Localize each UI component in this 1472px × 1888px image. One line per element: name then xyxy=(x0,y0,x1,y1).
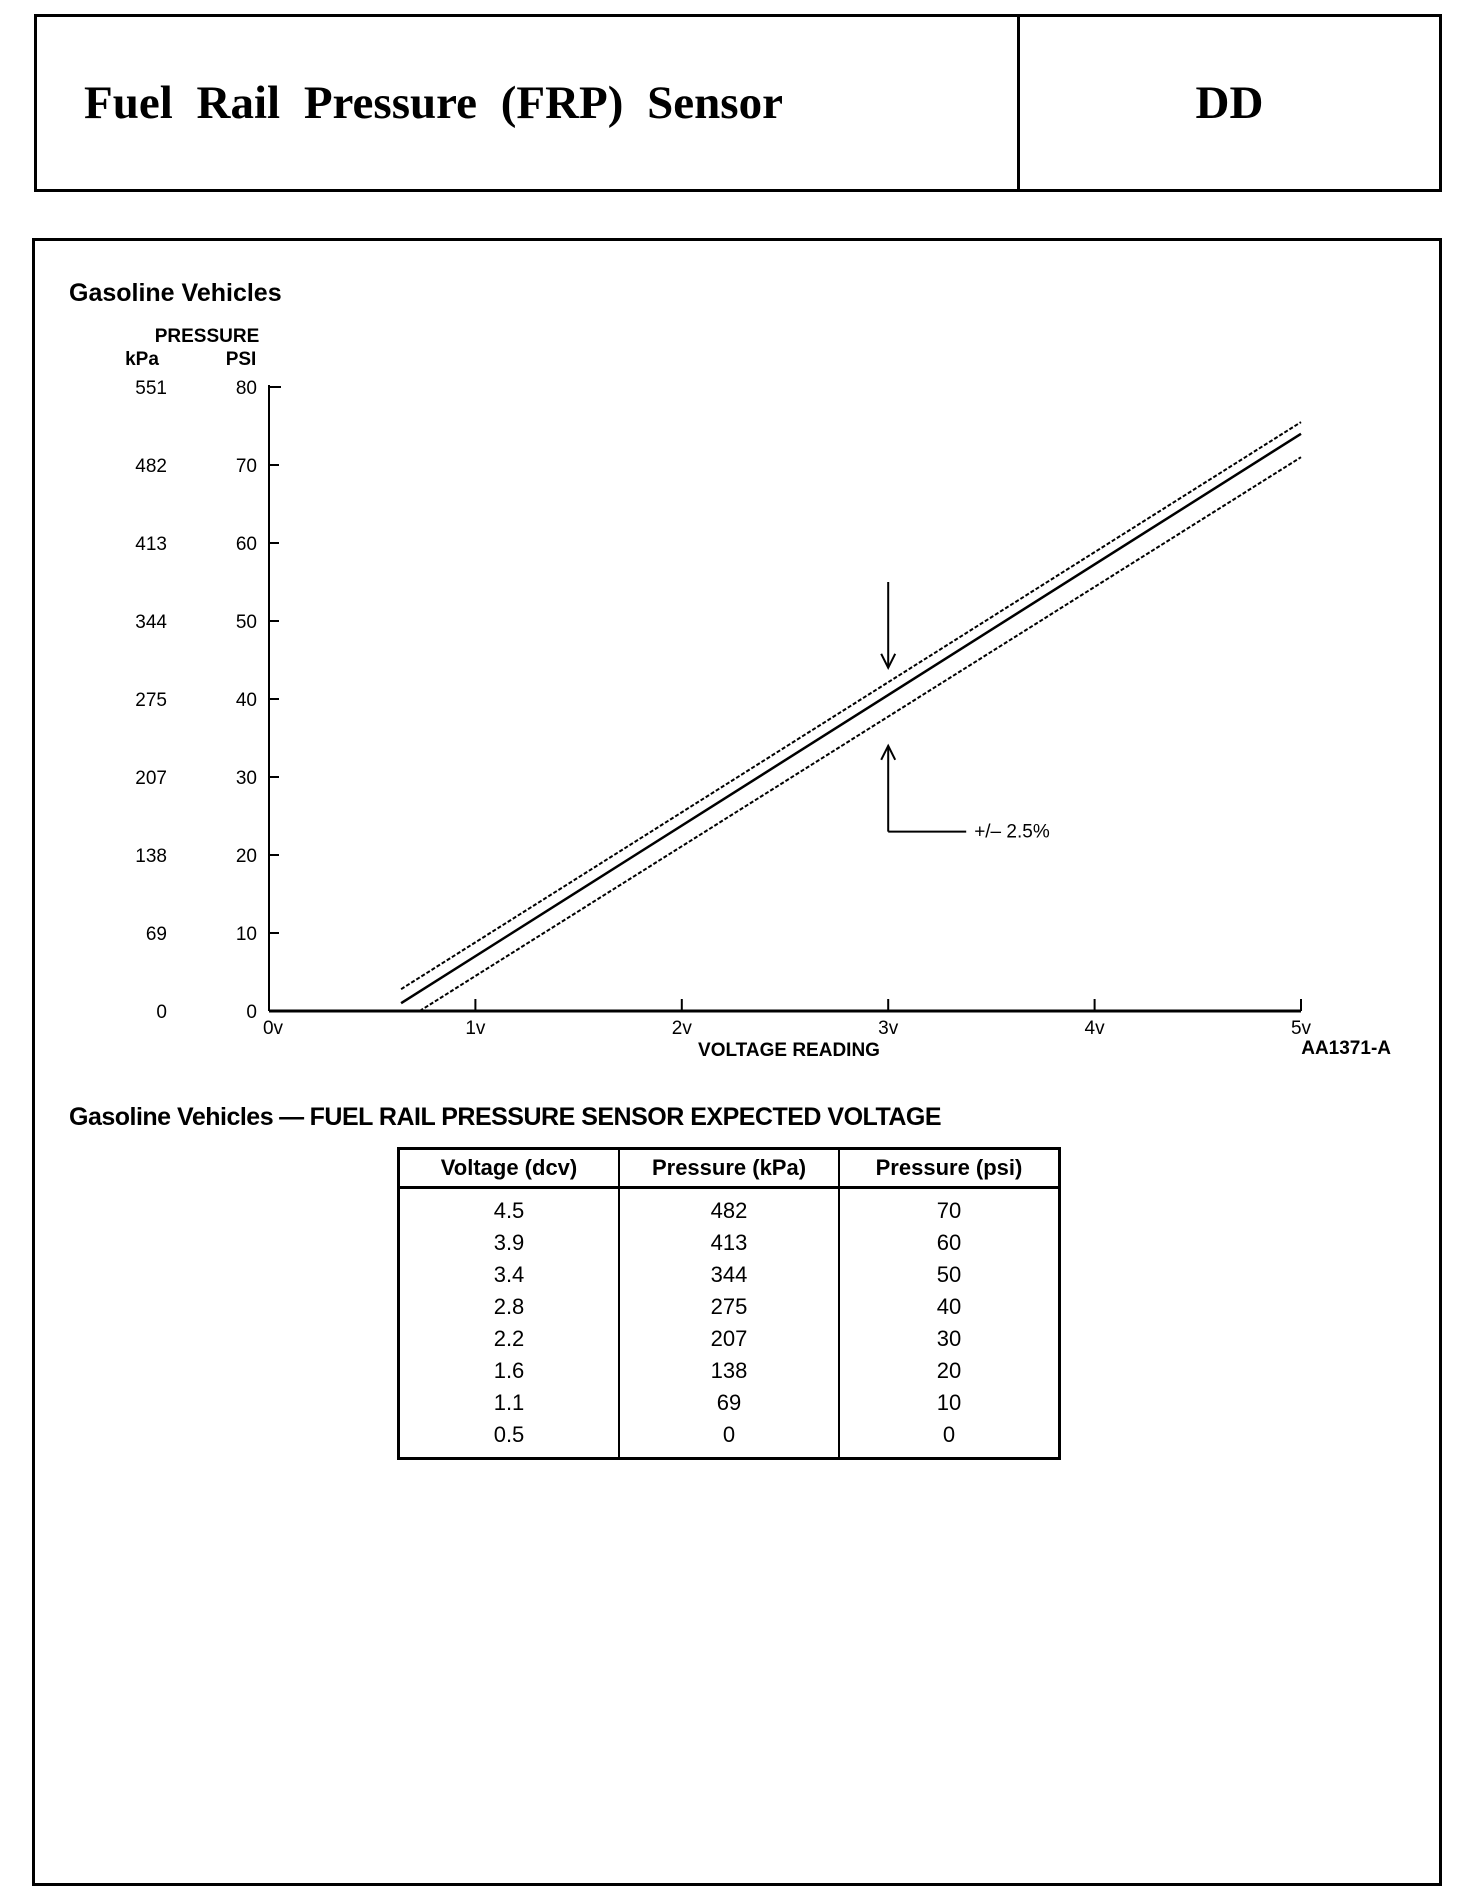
table-heading xyxy=(69,1103,941,1132)
cell-pressure-kpa: 344 xyxy=(619,1259,839,1291)
y-tick-label-kpa: 482 xyxy=(135,456,167,477)
chart-section-title: Gasoline Vehicles xyxy=(69,279,282,307)
cell-pressure-kpa: 275 xyxy=(619,1291,839,1323)
y-tick-label-kpa: 138 xyxy=(135,846,167,867)
y-tick-label-psi: 10 xyxy=(235,924,257,945)
y-tick-label-psi: 20 xyxy=(235,846,257,867)
kpa-unit-label: kPa xyxy=(125,349,159,370)
tolerance-annotation xyxy=(881,582,1050,843)
column-header-pressure-kpa: Pressure (kPa) xyxy=(619,1149,839,1188)
y-tick-label-psi: 40 xyxy=(235,690,257,711)
table-row xyxy=(399,1259,1060,1291)
y-axis xyxy=(135,378,281,1023)
y-tick-label-kpa: 69 xyxy=(145,924,167,945)
cell-pressure-kpa: 413 xyxy=(619,1227,839,1259)
tolerance-band-line xyxy=(401,422,1301,989)
x-tick-label: 0v xyxy=(262,1018,284,1039)
header-title-cell xyxy=(37,17,1020,189)
cell-voltage: 0.5 xyxy=(399,1419,620,1459)
tolerance-band-line xyxy=(420,457,1301,1011)
y-tick-label-kpa: 413 xyxy=(135,534,167,555)
x-axis-label: VOLTAGE READING xyxy=(698,1040,880,1061)
page-title: Fuel Rail Pressure (FRP) Sensor xyxy=(84,77,783,129)
y-tick-label-psi: 50 xyxy=(235,612,257,633)
table-heading-main: FUEL RAIL PRESSURE SENSOR EXPECTED VOLTAGE xyxy=(309,1103,942,1131)
y-tick-label-kpa: 551 xyxy=(135,378,167,399)
y-tick-label-psi: 60 xyxy=(235,534,257,555)
y-tick-label-psi: 80 xyxy=(235,378,257,399)
y-tick-label-kpa: 0 xyxy=(156,1002,167,1023)
cell-voltage: 3.4 xyxy=(399,1259,620,1291)
cell-pressure-psi: 10 xyxy=(839,1387,1060,1419)
table-row xyxy=(399,1387,1060,1419)
cell-voltage: 1.1 xyxy=(399,1387,620,1419)
psi-unit-label: PSI xyxy=(225,349,257,370)
table-row xyxy=(399,1227,1060,1259)
nominal-pressure-line xyxy=(401,434,1301,1003)
pressure-voltage-chart xyxy=(35,241,1439,1071)
cell-pressure-kpa: 207 xyxy=(619,1323,839,1355)
y-tick-label-kpa: 275 xyxy=(135,690,167,711)
page-header xyxy=(34,14,1442,192)
tolerance-label: +/– 2.5% xyxy=(974,821,1050,843)
table-row xyxy=(399,1419,1060,1459)
series-lines xyxy=(401,422,1301,1011)
pressure-axis-label: PRESSURE xyxy=(154,326,260,347)
x-tick-label: 3v xyxy=(878,1018,899,1039)
x-tick-label: 2v xyxy=(671,1018,692,1039)
x-tick-label: 5v xyxy=(1290,1018,1312,1039)
expected-voltage-table xyxy=(397,1147,1061,1460)
y-tick-label-kpa: 207 xyxy=(135,768,167,789)
table-heading-prefix: Gasoline Vehicles xyxy=(69,1103,274,1131)
y-tick-label-psi: 30 xyxy=(235,768,257,789)
table-row xyxy=(399,1355,1060,1387)
column-header-voltage: Voltage (dcv) xyxy=(399,1149,620,1188)
table-row xyxy=(399,1291,1060,1323)
column-header-pressure-psi: Pressure (psi) xyxy=(839,1149,1060,1188)
table-row xyxy=(399,1188,1060,1228)
content-panel xyxy=(32,238,1442,1886)
y-tick-label-kpa: 344 xyxy=(135,612,167,633)
cell-pressure-psi: 70 xyxy=(839,1188,1060,1228)
y-tick-label-psi: 70 xyxy=(235,456,257,477)
cell-pressure-kpa: 69 xyxy=(619,1387,839,1419)
cell-pressure-psi: 60 xyxy=(839,1227,1060,1259)
table-header-row xyxy=(399,1149,1060,1188)
figure-id: AA1371-A xyxy=(1301,1038,1391,1059)
x-tick-label: 1v xyxy=(465,1018,486,1039)
cell-pressure-psi: 50 xyxy=(839,1259,1060,1291)
cell-pressure-psi: 30 xyxy=(839,1323,1060,1355)
cell-voltage: 2.2 xyxy=(399,1323,620,1355)
x-axis xyxy=(263,999,1312,1039)
table-row xyxy=(399,1323,1060,1355)
cell-pressure-kpa: 0 xyxy=(619,1419,839,1459)
cell-pressure-psi: 40 xyxy=(839,1291,1060,1323)
cell-voltage: 2.8 xyxy=(399,1291,620,1323)
cell-pressure-psi: 20 xyxy=(839,1355,1060,1387)
header-code-cell xyxy=(1020,17,1439,189)
cell-voltage: 1.6 xyxy=(399,1355,620,1387)
cell-pressure-kpa: 482 xyxy=(619,1188,839,1228)
y-tick-label-psi: 0 xyxy=(246,1002,257,1023)
table-heading-separator: — xyxy=(279,1103,304,1131)
cell-voltage: 3.9 xyxy=(399,1227,620,1259)
section-code: DD xyxy=(1195,77,1264,129)
cell-pressure-kpa: 138 xyxy=(619,1355,839,1387)
x-tick-label: 4v xyxy=(1084,1018,1105,1039)
cell-voltage: 4.5 xyxy=(399,1188,620,1228)
cell-pressure-psi: 0 xyxy=(839,1419,1060,1459)
